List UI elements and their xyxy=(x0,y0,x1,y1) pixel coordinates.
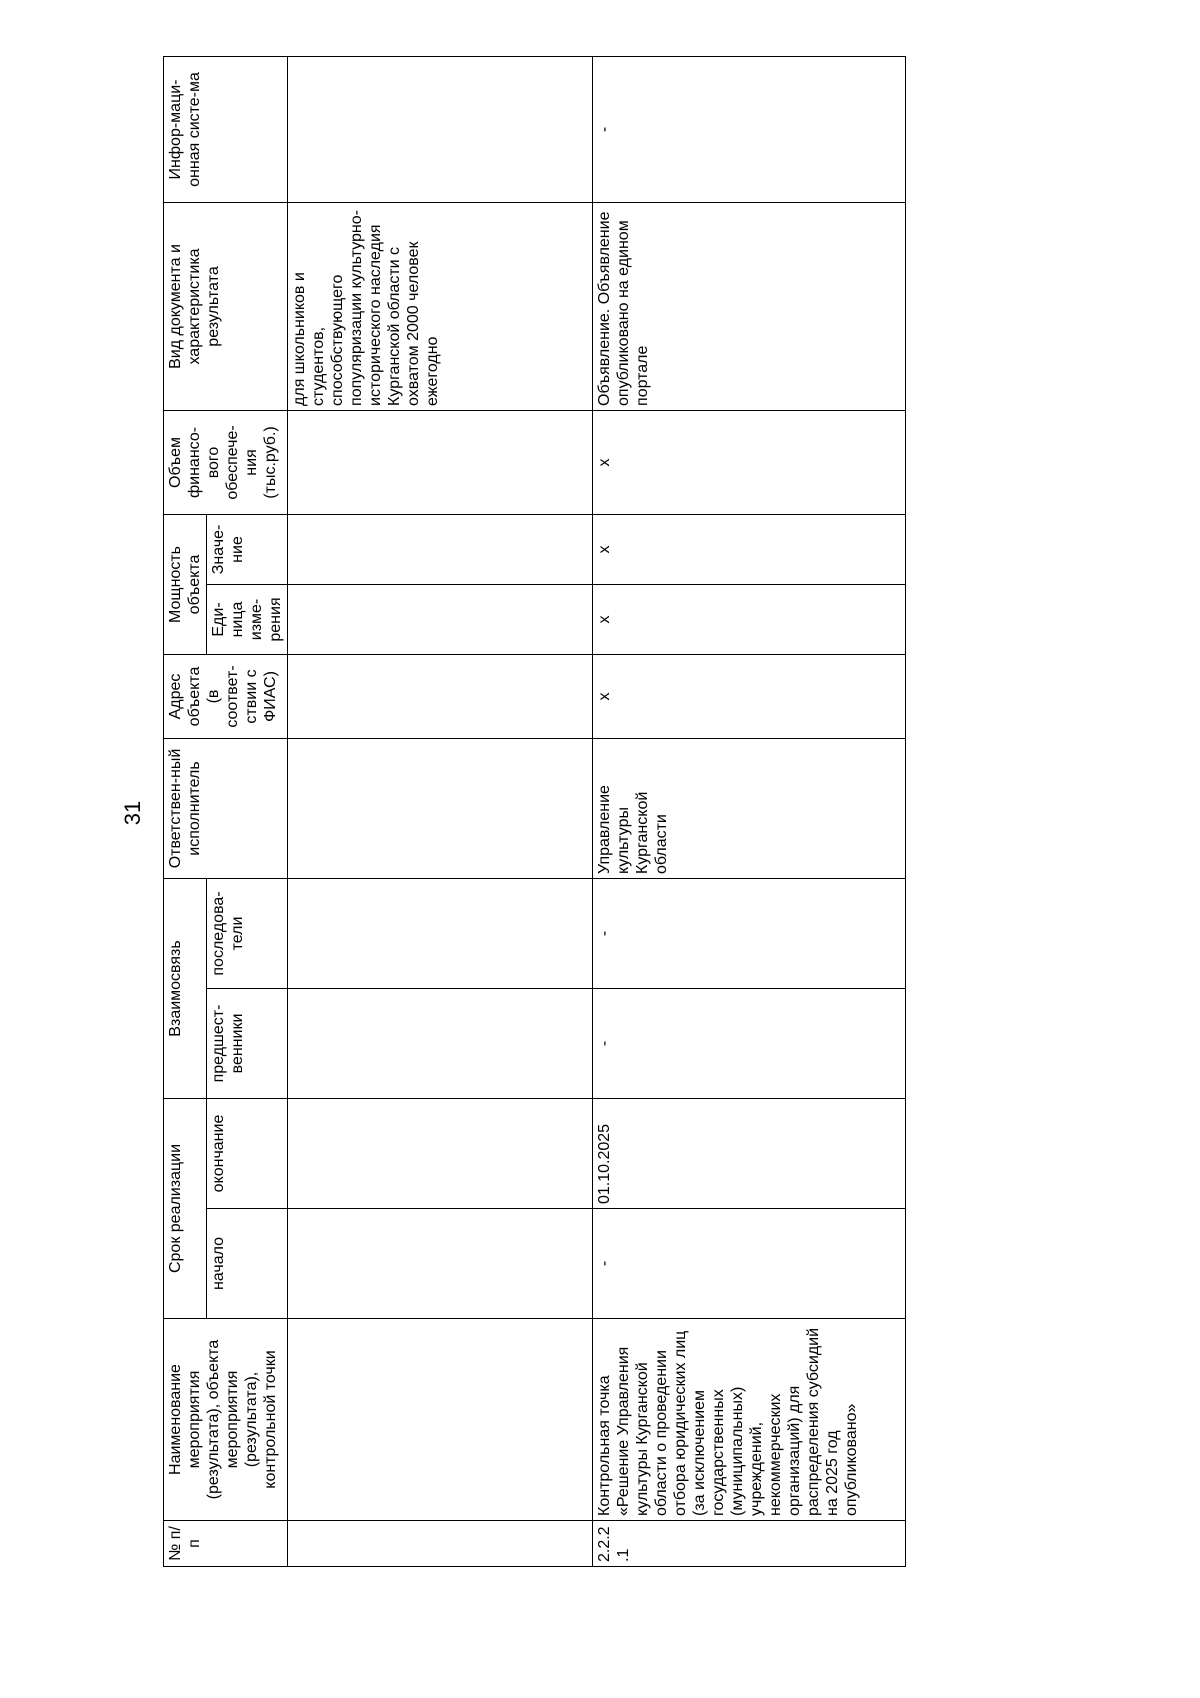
cell-value: х xyxy=(593,514,906,584)
cell-start: - xyxy=(593,1209,906,1319)
table-header xyxy=(164,56,288,1566)
table-row xyxy=(593,56,906,1566)
cell-finance xyxy=(288,410,593,514)
header-name: Наименование мероприятия (результата), объекта мероприятия (результата), контрольной точки xyxy=(164,1319,288,1521)
cell-predecessors: - xyxy=(593,988,906,1098)
cell-info: - xyxy=(593,56,906,202)
cell-responsible: Управление культуры Курганской области xyxy=(593,738,906,878)
cell-unit xyxy=(288,584,593,654)
table-row xyxy=(288,56,593,1566)
header-predecessors: предшест-венники xyxy=(207,988,288,1098)
cell-doc: Объявление. Объявление опубликовано на едином портале xyxy=(593,202,906,410)
header-responsible: Ответствен-ный исполнитель xyxy=(164,738,288,878)
cell-info xyxy=(288,56,593,202)
page-number: 31 xyxy=(120,800,145,826)
cell-start xyxy=(288,1209,593,1319)
header-value: Значе-ние xyxy=(207,514,288,584)
cell-doc: для школьников и студентов, способствующего популяризации культурно-исторического наследия Курганской области с охватом 2000 человек ежегодно xyxy=(288,202,593,410)
rotated-table-container xyxy=(163,57,923,1567)
cell-num: 2.2.2.1 xyxy=(593,1521,906,1567)
cell-name: Контрольная точка «Решение Управления культуры Курганской области о проведении отбора юридических лиц (за исключением государственных (муниципальных) учреждений, некоммерческих организаций) для распределения субсидий на 2025 год опубликовано» xyxy=(593,1319,906,1521)
cell-responsible xyxy=(288,738,593,878)
cell-end: 01.10.2025 xyxy=(593,1098,906,1208)
header-doc: Вид документа и характеристика результата xyxy=(164,202,288,410)
cell-successors xyxy=(288,878,593,988)
header-address: Адрес объекта (в соответ-ствии с ФИАС) xyxy=(164,654,288,738)
header-relation: Взаимосвязь xyxy=(164,878,207,1098)
cell-num xyxy=(288,1521,593,1567)
cell-unit: х xyxy=(593,584,906,654)
cell-name xyxy=(288,1319,593,1521)
cell-end xyxy=(288,1098,593,1208)
cell-address: х xyxy=(593,654,906,738)
cell-predecessors xyxy=(288,988,593,1098)
header-unit: Еди-ница изме-рения xyxy=(207,584,288,654)
header-successors: последова-тели xyxy=(207,878,288,988)
header-term: Срок реализации xyxy=(164,1098,207,1318)
plan-table xyxy=(163,56,906,1567)
header-capacity: Мощность объекта xyxy=(164,514,207,654)
header-finance: Объем финансо-вого обеспече-ния (тыс.руб.) xyxy=(164,410,288,514)
header-num: № п/п xyxy=(164,1521,288,1567)
cell-finance: х xyxy=(593,410,906,514)
header-term-start: начало xyxy=(207,1209,288,1319)
cell-address xyxy=(288,654,593,738)
cell-successors: - xyxy=(593,878,906,988)
header-info: Инфор-маци-онная систе-ма xyxy=(164,56,288,202)
header-term-end: окончание xyxy=(207,1098,288,1208)
cell-value xyxy=(288,514,593,584)
